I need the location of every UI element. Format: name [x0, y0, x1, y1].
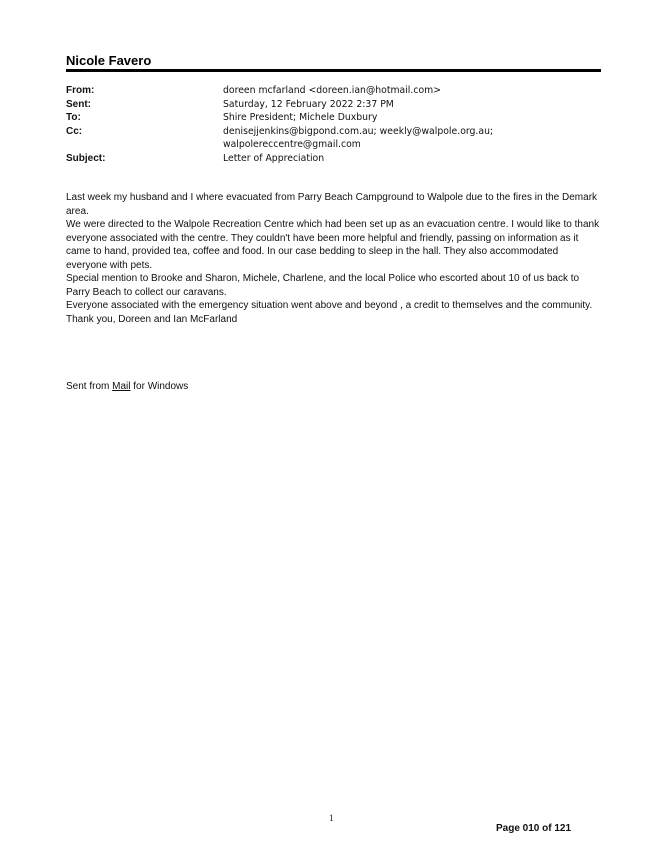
email-header	[66, 84, 601, 165]
body-paragraph-4: Everyone associated with the emergency situation went above and beyond , a credit to themselves and the community. Thank you, Doreen and Ian McFarland	[66, 300, 593, 325]
subject-value: Letter of Appreciation	[223, 152, 325, 164]
page-footer: Page 010 of 121	[496, 823, 572, 834]
email-signoff	[66, 381, 188, 392]
to-label: To:	[66, 112, 81, 123]
sent-value: Saturday, 12 February 2022 2:37 PM	[223, 98, 394, 110]
cc-row	[66, 125, 601, 152]
body-paragraph-1: Last week my husband and I where evacuated from Parry Beach Campground to Walpole due to the fires in the Demark area.	[66, 192, 598, 217]
sent-row	[66, 98, 601, 112]
email-body	[66, 191, 601, 326]
signoff-suffix: for Windows	[130, 381, 189, 392]
page-number: 1	[329, 813, 334, 823]
subject-row	[66, 152, 601, 166]
cc-value	[223, 125, 601, 152]
sent-label: Sent:	[66, 98, 91, 110]
body-paragraph-3: Special mention to Brooke and Sharon, Michele, Charlene, and the local Police who escorted about 10 of us back to Parry Beach to collect our caravans.	[66, 273, 580, 298]
body-paragraph-2: We were directed to the Walpole Recreation Centre which had been set up as an evacuation centre. I would like to thank everyone associated with the centre. They couldn't have been more helpful and friendly, passing on information as it came to hand, provided tea, coffee and food. In our case bedding to sleep in the hall. They also accommodated everyone with pets.	[66, 219, 600, 271]
from-label: From:	[66, 85, 95, 96]
cc-value-line2: walpolereccentre@gmail.com	[223, 139, 361, 150]
cc-value-line1: denisejjenkins@bigpond.com.au; weekly@walpole.org.au;	[223, 125, 494, 137]
mail-link[interactable]: Mail	[112, 381, 131, 392]
to-value: Shire President; Michele Duxbury	[223, 112, 378, 123]
header-divider	[66, 69, 601, 72]
from-value: doreen mcfarland <doreen.ian@hotmail.com>	[223, 85, 441, 96]
from-row	[66, 84, 601, 98]
document-owner-name: Nicole Favero	[66, 53, 152, 68]
cc-label: Cc:	[66, 125, 83, 137]
subject-label: Subject:	[66, 152, 106, 164]
signoff-prefix: Sent from	[66, 381, 113, 392]
to-row	[66, 111, 601, 125]
